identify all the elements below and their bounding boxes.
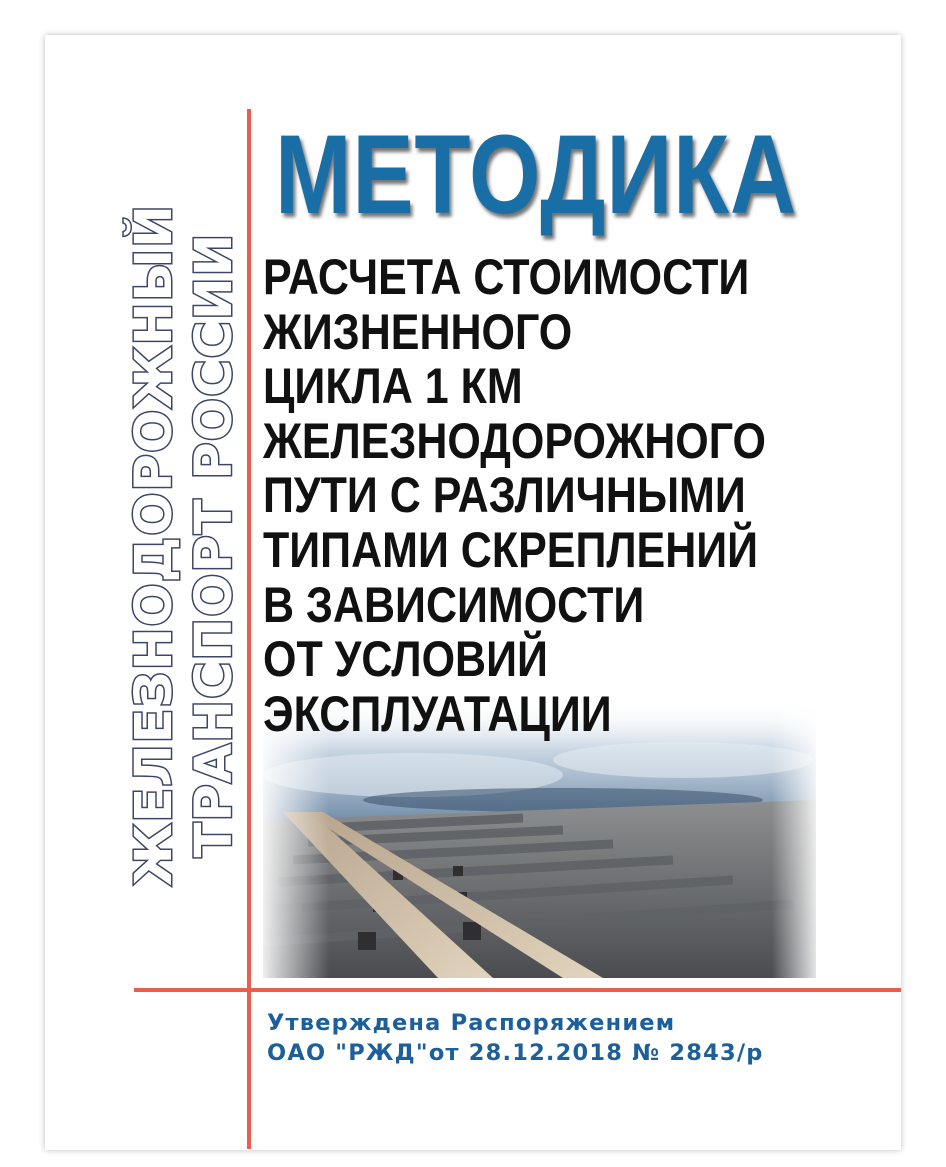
subtitle-line: РАСЧЕТА СТОИМОСТИ	[263, 249, 750, 305]
subtitle-line: ОТ УСЛОВИЙ	[263, 631, 548, 688]
approval-line1: Утверждена Распоряжением	[267, 1010, 676, 1036]
series-label-line2: ТРАНСПОРТ РОССИИ	[185, 232, 244, 858]
subtitle-line: ЭКСПЛУАТАЦИИ	[263, 685, 612, 742]
series-label-text	[125, 204, 245, 886]
book-subtitle	[263, 250, 766, 741]
vertical-accent-line	[247, 109, 251, 1149]
approval-note	[267, 1008, 764, 1068]
approval-line2: ОАО "РЖД"от 28.12.2018 № 2843/р	[267, 1040, 764, 1066]
book-cover	[45, 35, 901, 1150]
book-title: МЕТОДИКА	[275, 112, 798, 237]
subtitle-line: ЖЕЛЕЗНОДОРОЖНОГО	[263, 412, 766, 469]
series-label	[125, 110, 245, 980]
subtitle-line: ПУТИ С РАЗЛИЧНЫМИ	[263, 467, 746, 524]
subtitle-line: ЖИЗНЕННОГО	[263, 303, 573, 360]
subtitle-line: В ЗАВИСИМОСТИ	[263, 576, 645, 633]
series-label-line1: ЖЕЛЕЗНОДОРОЖНЫЙ	[125, 204, 184, 886]
subtitle-line: ЦИКЛА 1 КМ	[263, 358, 523, 415]
horizontal-accent-line	[134, 988, 901, 992]
subtitle-line: ТИПАМИ СКРЕПЛЕНИЙ	[263, 521, 759, 578]
